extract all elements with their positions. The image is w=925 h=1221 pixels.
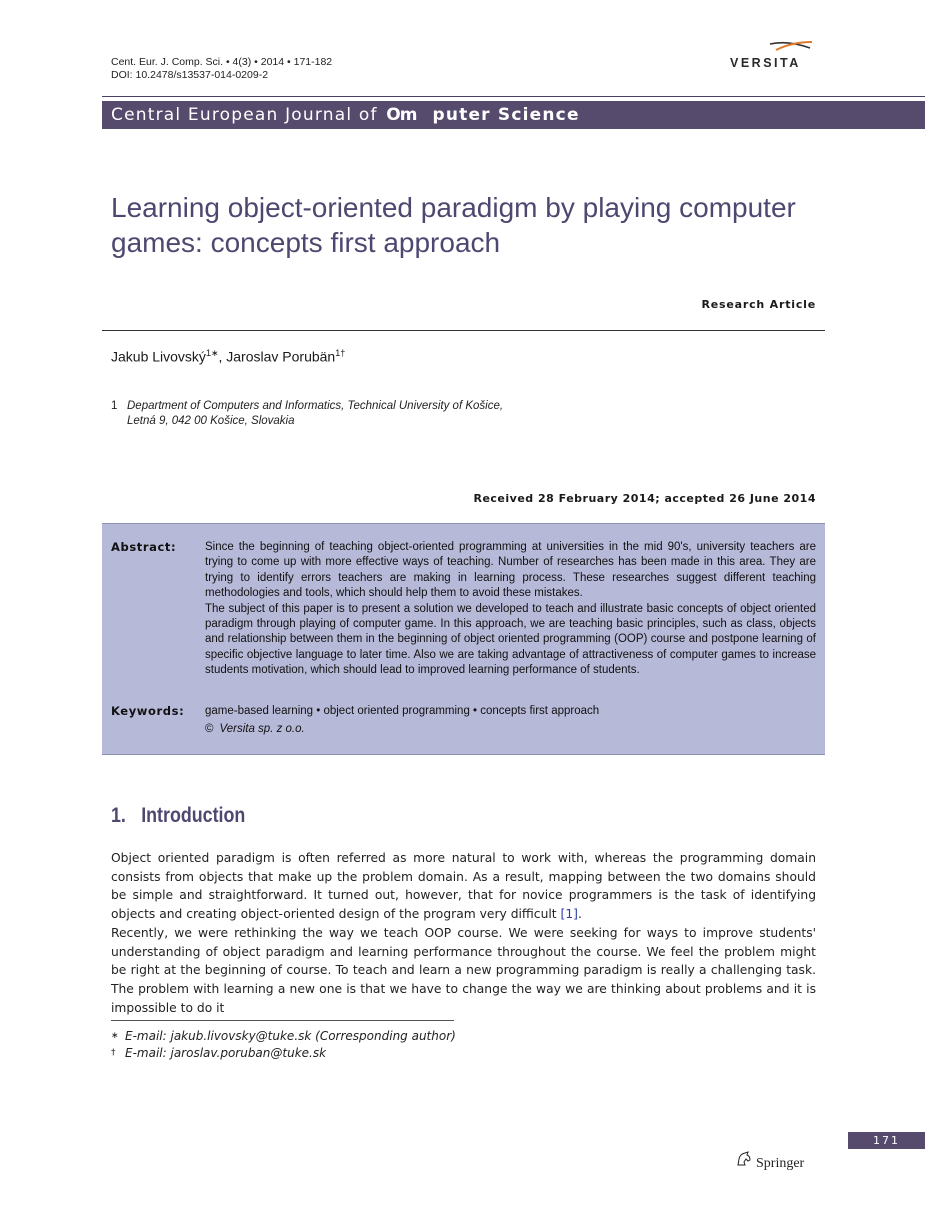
- affiliation-number: 1: [111, 400, 118, 412]
- paper-title: Learning object-oriented paradigm by playing computer games: concepts first approach: [111, 192, 796, 258]
- journal-subtitle: puter Science: [432, 105, 580, 125]
- citation-link[interactable]: [1]: [560, 907, 578, 922]
- body-text: [111, 849, 816, 1017]
- citation-line: Cent. Eur. J. Comp. Sci. • 4(3) • 2014 • 171-182: [111, 56, 333, 68]
- affiliation-line: Department of Computers and Informatics, Technical University of Košice,: [127, 400, 504, 412]
- body-paragraph: Recently, we were rethinking the way we teach OOP course. We were seeking for ways to improve students' understanding of object paradigm and learning performance throughout the course. We feel the problem might be right at the beginning of course. To teach and learn a new programming paradigm is really a challenging task. The problem with learning a new one is that we have to change the way we are thinking about problems and it is impossible to do it: [111, 925, 816, 1015]
- title-rule: [102, 330, 825, 331]
- journal-title: Central European Journal of: [111, 105, 378, 125]
- abstract-paragraph: Since the beginning of teaching object-oriented programming at universities in the mid 90's, university teachers are trying to come up with more effective ways of teaching. Number of researches has been made in this area. They are trying to identify errors teachers are making in learning process. These researches suggest different teaching methodologies and tools, which should help them to avoid these mistakes.: [205, 541, 816, 600]
- section-number: 1.: [111, 804, 126, 827]
- body-paragraph: Object oriented paradigm is often referred as more natural to work with, whereas the programming domain consists from objects that make up the problem domain. As a result, mapping between the two domains should be simple and straightforward. It turned out, however, that for novice programmers is the task of identifying objects and creating object-oriented design of the program very difficult [1].: [111, 851, 816, 922]
- footnote: [111, 1045, 456, 1062]
- abstract-text: [205, 540, 816, 679]
- author-marks: 1†: [335, 348, 346, 358]
- author-name: Jakub Livovský: [111, 348, 206, 365]
- header-rule: [102, 96, 925, 97]
- page-number: 171: [848, 1132, 925, 1149]
- footnote-text: E-mail: jakub.livovsky@tuke.sk (Corresponding author): [125, 1029, 456, 1043]
- footnote-rule: [111, 1020, 454, 1021]
- article-type: Research Article: [701, 298, 816, 311]
- author-separator: ,: [218, 348, 227, 365]
- versita-swoosh-icon: [730, 38, 820, 58]
- abstract-box: [102, 523, 825, 755]
- section-title: Introduction: [141, 804, 246, 827]
- versita-logo: [730, 38, 820, 72]
- abstract-label: Abstract:: [111, 540, 177, 554]
- copyright-symbol: ©: [205, 723, 214, 735]
- journal-banner: [102, 101, 925, 129]
- body-sentence: Object oriented paradigm is often referred as more natural to work with, whereas the programming domain consists from objects that make up the problem domain. As a result, mapping between the two domains should be simple and straightforward. It turned out, however, that for novice programmers is the task of identifying objects and creating object-oriented design of the program very difficult: [111, 851, 816, 922]
- copyright-line: [205, 723, 305, 735]
- affiliation: [111, 399, 503, 429]
- citation-block: [111, 56, 332, 82]
- springer-wordmark: Springer: [756, 1156, 805, 1171]
- footnote-mark: ∗: [111, 1031, 119, 1041]
- abstract-paragraph: The subject of this paper is to present a solution we developed to teach and illustrate basic concepts of object oriented paradigm through playing of computer game. In this approach, we are teaching basic principles, such as class, objects and relationship between them in the beginning of object oriented programming (OOP) course and postpone learning of specific objective language to later time. Also we are taking advantage of attractiveness of computer games to increase students motivation, which should lead to improved learning performance of students.: [205, 602, 816, 677]
- springer-logo: [735, 1151, 804, 1172]
- affiliation-line: Letná 9, 042 00 Košice, Slovakia: [127, 415, 295, 427]
- author-name: Jaroslav Porubän: [226, 348, 336, 365]
- copyright-holder: Versita sp. z o.o.: [219, 723, 305, 735]
- footnotes: [111, 1028, 456, 1062]
- journal-logo: Om: [386, 105, 417, 125]
- author-marks: 1∗: [205, 348, 219, 358]
- footnote: [111, 1028, 456, 1045]
- versita-wordmark: VERSITA: [730, 56, 801, 70]
- author-list: [111, 348, 345, 365]
- received-dates: Received 28 February 2014; accepted 26 June 2014: [473, 492, 816, 505]
- footnote-text: E-mail: jaroslav.poruban@tuke.sk: [125, 1046, 327, 1060]
- doi-line: DOI: 10.2478/s13537-014-0209-2: [111, 69, 269, 81]
- footnote-mark: †: [111, 1048, 116, 1058]
- springer-horse-icon: [735, 1151, 753, 1172]
- section-heading: [111, 804, 245, 828]
- keywords-label: Keywords:: [111, 704, 185, 718]
- keywords-text: game-based learning • object oriented programming • concepts first approach: [205, 705, 600, 717]
